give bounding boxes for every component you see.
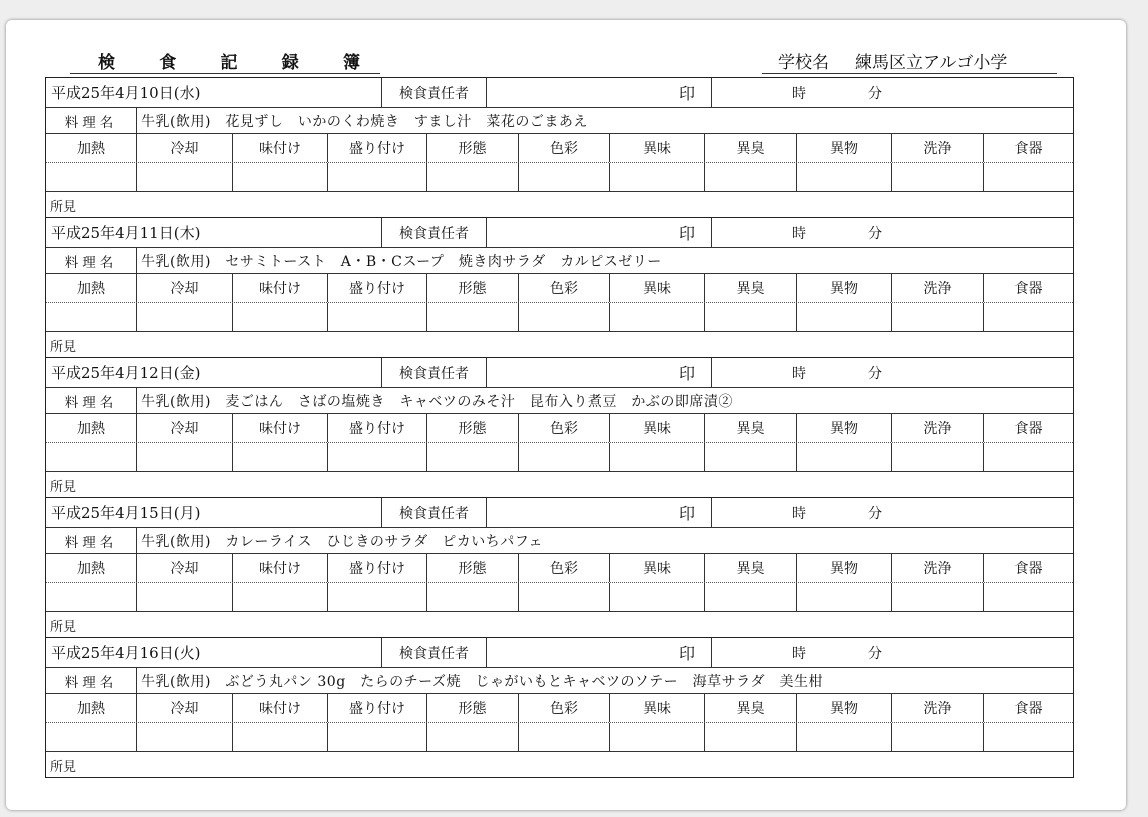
minute-label: 分 [868, 645, 882, 662]
check-column-header: 異物 [797, 414, 892, 442]
check-column-header: 加熱 [46, 554, 137, 582]
minute-label: 分 [868, 365, 882, 382]
check-value-cell[interactable] [705, 443, 797, 471]
notes-label: 所見 [50, 480, 77, 495]
check-value-cell[interactable] [233, 303, 328, 331]
date-row [46, 78, 1073, 108]
seal-label: 印 [678, 364, 695, 383]
check-value-cell[interactable] [892, 723, 984, 751]
check-value-cell[interactable] [610, 163, 705, 191]
check-header-row [46, 554, 1073, 583]
check-value-row [46, 303, 1073, 332]
check-column-header: 異臭 [705, 414, 797, 442]
check-column-header: 食器 [1014, 561, 1043, 577]
check-column-header: 洗浄 [892, 274, 984, 302]
menu-items: 牛乳(飲用) 麦ごはん さばの塩焼き キャベツのみそ汁 昆布入り煮豆 かぶの即席漬② [141, 393, 733, 410]
seal-label: 印 [678, 84, 695, 103]
check-value-cell[interactable] [427, 723, 519, 751]
check-value-cell[interactable] [233, 723, 328, 751]
notes-label: 所見 [50, 620, 77, 635]
inspection-time-field[interactable] [712, 78, 1073, 107]
check-column-header: 異臭 [705, 274, 797, 302]
check-column-header: 形態 [427, 554, 519, 582]
menu-row [46, 108, 1073, 134]
check-value-cell[interactable] [427, 163, 519, 191]
notes-row[interactable] [46, 192, 1073, 217]
inspector-label: 検食責任者 [382, 358, 487, 387]
check-column-header: 異味 [610, 274, 705, 302]
check-value-cell[interactable] [984, 443, 1073, 471]
check-column-header: 形態 [427, 134, 519, 162]
check-value-cell[interactable] [519, 163, 610, 191]
menu-row [46, 528, 1073, 554]
check-column-header: 形態 [427, 694, 519, 722]
inspector-label: 検食責任者 [382, 638, 487, 667]
check-value-cell[interactable] [519, 723, 610, 751]
check-value-cell[interactable] [46, 303, 137, 331]
dish-label: 料理名 [46, 528, 137, 553]
check-value-cell[interactable] [137, 583, 233, 611]
check-column-header: 冷却 [137, 274, 233, 302]
check-value-cell[interactable] [46, 723, 137, 751]
check-value-cell[interactable] [984, 163, 1073, 191]
check-value-cell[interactable] [519, 443, 610, 471]
title-char: 食 [159, 53, 177, 73]
check-value-cell[interactable] [892, 583, 984, 611]
check-value-cell[interactable] [137, 443, 233, 471]
menu-row [46, 248, 1073, 274]
check-value-cell[interactable] [519, 583, 610, 611]
check-value-row [46, 163, 1073, 192]
hour-label: 時 [792, 85, 806, 102]
check-column-header: 加熱 [46, 134, 137, 162]
seal-label: 印 [678, 504, 695, 523]
check-column-header: 異味 [610, 414, 705, 442]
check-column-header: 食器 [1014, 421, 1043, 437]
check-value-cell[interactable] [610, 583, 705, 611]
inspector-name-field[interactable] [487, 218, 712, 247]
check-value-cell[interactable] [233, 583, 328, 611]
check-header-row [46, 274, 1073, 303]
check-column-header: 盛り付け [328, 694, 427, 722]
record-date: 平成25年4月11日(木) [46, 218, 382, 247]
check-column-header: 形態 [427, 414, 519, 442]
menu-items: 牛乳(飲用) ぶどう丸パン 30g たらのチーズ焼 じゃがいもとキャベツのソテー 海草サラダ 美生柑 [141, 673, 824, 690]
check-value-cell[interactable] [892, 443, 984, 471]
check-value-cell[interactable] [705, 723, 797, 751]
check-value-cell[interactable] [519, 303, 610, 331]
title-char: 検 [98, 53, 115, 73]
dish-label: 料理名 [46, 668, 137, 693]
check-column-header: 色彩 [519, 414, 610, 442]
check-column-header: 異臭 [705, 134, 797, 162]
check-header-row [46, 414, 1073, 443]
check-value-cell[interactable] [427, 583, 519, 611]
check-column-header: 異臭 [705, 554, 797, 582]
school-name: 練馬区立アルゴ小学 [855, 53, 1008, 73]
check-column-header: 食器 [1014, 281, 1043, 297]
check-column-header: 盛り付け [328, 554, 427, 582]
notes-label: 所見 [50, 340, 77, 355]
check-value-cell[interactable] [46, 443, 137, 471]
inspector-label: 検食責任者 [382, 498, 487, 527]
hour-label: 時 [792, 505, 806, 522]
inspection-time-field[interactable] [712, 358, 1073, 387]
check-column-header: 形態 [427, 274, 519, 302]
record-date: 平成25年4月16日(火) [46, 638, 382, 667]
check-value-cell[interactable] [427, 303, 519, 331]
check-value-cell[interactable] [892, 163, 984, 191]
check-column-header: 異物 [797, 554, 892, 582]
check-column-header: 冷却 [137, 554, 233, 582]
minute-label: 分 [868, 505, 882, 522]
inspection-log-table [45, 77, 1074, 778]
check-column-header: 異味 [610, 694, 705, 722]
check-column-header: 盛り付け [328, 274, 427, 302]
hour-label: 時 [792, 645, 806, 662]
day-record [46, 637, 1073, 777]
check-value-cell[interactable] [137, 303, 233, 331]
dish-label: 料理名 [46, 388, 137, 413]
check-column-header: 食器 [1014, 701, 1043, 717]
check-value-cell[interactable] [46, 163, 137, 191]
check-column-header: 異物 [797, 274, 892, 302]
menu-items: 牛乳(飲用) セサミトースト A・B・Cスープ 焼き肉サラダ カルピスゼリー [141, 253, 662, 270]
check-column-header: 冷却 [137, 134, 233, 162]
menu-row [46, 388, 1073, 414]
inspector-label: 検食責任者 [382, 218, 487, 247]
inspector-name-field[interactable] [487, 78, 712, 107]
notes-row[interactable] [46, 612, 1073, 637]
check-value-cell[interactable] [984, 303, 1073, 331]
record-date: 平成25年4月12日(金) [46, 358, 382, 387]
seal-label: 印 [678, 644, 695, 663]
check-value-cell[interactable] [137, 163, 233, 191]
check-column-header: 異物 [797, 134, 892, 162]
check-value-cell[interactable] [328, 723, 427, 751]
check-value-cell[interactable] [705, 583, 797, 611]
check-value-cell[interactable] [797, 583, 892, 611]
check-value-cell[interactable] [892, 303, 984, 331]
check-value-cell[interactable] [328, 303, 427, 331]
check-column-header: 味付け [233, 134, 328, 162]
day-record [46, 78, 1073, 217]
hour-label: 時 [792, 365, 806, 382]
check-column-header: 異味 [610, 554, 705, 582]
inspection-time-field[interactable] [712, 638, 1073, 667]
check-value-cell[interactable] [328, 163, 427, 191]
date-row [46, 638, 1073, 668]
notes-row[interactable] [46, 472, 1073, 497]
check-column-header: 味付け [233, 694, 328, 722]
minute-label: 分 [868, 225, 882, 242]
check-value-cell[interactable] [427, 443, 519, 471]
check-column-header: 洗浄 [892, 554, 984, 582]
check-value-cell[interactable] [610, 723, 705, 751]
check-column-header: 加熱 [46, 274, 137, 302]
inspection-time-field[interactable] [712, 498, 1073, 527]
inspector-label: 検食責任者 [382, 78, 487, 107]
check-value-cell[interactable] [328, 583, 427, 611]
check-column-header: 食器 [1014, 141, 1043, 157]
check-column-header: 洗浄 [892, 134, 984, 162]
check-value-cell[interactable] [137, 723, 233, 751]
menu-items: 牛乳(飲用) 花見ずし いかのくわ焼き すまし汁 菜花のごまあえ [141, 113, 588, 130]
check-column-header: 盛り付け [328, 134, 427, 162]
check-header-row [46, 134, 1073, 163]
check-column-header: 異物 [797, 694, 892, 722]
menu-row [46, 668, 1073, 694]
dish-label: 料理名 [46, 248, 137, 273]
notes-label: 所見 [50, 760, 77, 775]
inspection-time-field[interactable] [712, 218, 1073, 247]
check-value-cell[interactable] [797, 723, 892, 751]
check-value-cell[interactable] [797, 443, 892, 471]
check-value-cell[interactable] [328, 443, 427, 471]
check-value-row [46, 443, 1073, 472]
title-char: 簿 [343, 53, 360, 73]
check-column-header: 洗浄 [892, 694, 984, 722]
check-column-header: 異味 [610, 134, 705, 162]
check-column-header: 味付け [233, 274, 328, 302]
day-record [46, 497, 1073, 637]
check-column-header: 加熱 [46, 694, 137, 722]
seal-label: 印 [678, 224, 695, 243]
check-header-row [46, 694, 1073, 723]
check-column-header: 色彩 [519, 134, 610, 162]
notes-label: 所見 [50, 200, 77, 215]
check-column-header: 色彩 [519, 274, 610, 302]
check-value-row [46, 723, 1073, 752]
check-value-cell[interactable] [46, 583, 137, 611]
check-value-cell[interactable] [233, 163, 328, 191]
check-column-header: 味付け [233, 414, 328, 442]
check-column-header: 盛り付け [328, 414, 427, 442]
date-row [46, 218, 1073, 248]
notes-row[interactable] [46, 332, 1073, 357]
hour-label: 時 [792, 225, 806, 242]
check-column-header: 冷却 [137, 414, 233, 442]
check-column-header: 加熱 [46, 414, 137, 442]
check-value-cell[interactable] [610, 443, 705, 471]
check-column-header: 冷却 [137, 694, 233, 722]
check-value-cell[interactable] [705, 163, 797, 191]
inspector-name-field[interactable] [487, 498, 712, 527]
day-record [46, 217, 1073, 357]
check-value-cell[interactable] [705, 303, 797, 331]
check-value-cell[interactable] [797, 303, 892, 331]
minute-label: 分 [868, 85, 882, 102]
title-char: 記 [220, 53, 238, 73]
notes-row[interactable] [46, 752, 1073, 777]
menu-items: 牛乳(飲用) カレーライス ひじきのサラダ ピカいちパフェ [141, 533, 544, 550]
title-char: 録 [281, 53, 299, 73]
check-value-cell[interactable] [233, 443, 328, 471]
page-title [70, 48, 380, 74]
check-value-cell[interactable] [610, 303, 705, 331]
check-column-header: 色彩 [519, 694, 610, 722]
date-row [46, 358, 1073, 388]
check-column-header: 洗浄 [892, 414, 984, 442]
inspector-name-field[interactable] [487, 358, 712, 387]
school-label: 学校名 [778, 53, 829, 73]
dish-label: 料理名 [46, 108, 137, 133]
check-column-header: 色彩 [519, 554, 610, 582]
day-record [46, 357, 1073, 497]
check-value-cell[interactable] [797, 163, 892, 191]
date-row [46, 498, 1073, 528]
check-column-header: 味付け [233, 554, 328, 582]
check-value-cell[interactable] [984, 723, 1073, 751]
record-date: 平成25年4月15日(月) [46, 498, 382, 527]
check-column-header: 異臭 [705, 694, 797, 722]
check-value-row [46, 583, 1073, 612]
inspector-name-field[interactable] [487, 638, 712, 667]
record-date: 平成25年4月10日(水) [46, 78, 382, 107]
check-value-cell[interactable] [984, 583, 1073, 611]
school-field [762, 48, 1057, 74]
